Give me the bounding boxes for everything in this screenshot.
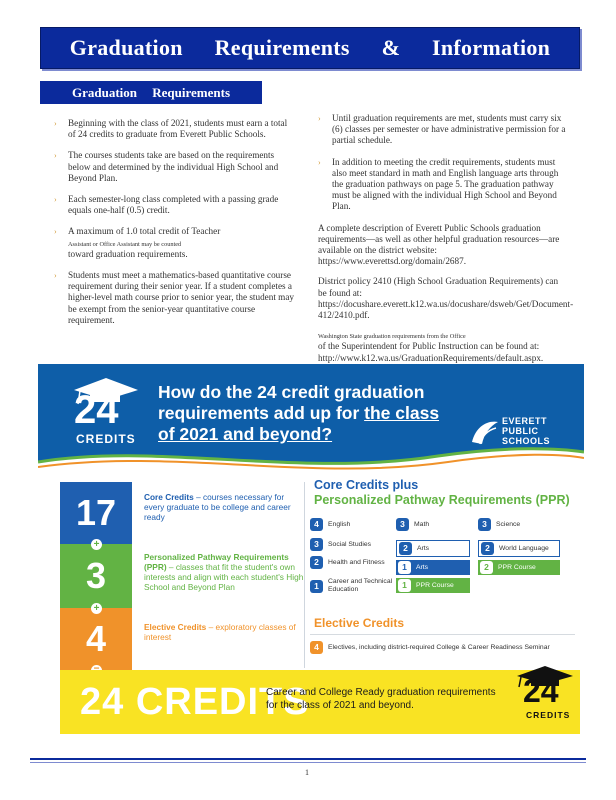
banner-title: Graduation Requirements & Information bbox=[69, 35, 551, 60]
state-paragraph bbox=[318, 330, 568, 364]
subject-label: Science bbox=[496, 520, 521, 528]
credits-logo bbox=[505, 664, 575, 732]
core-title-line: Core Credits plus bbox=[314, 478, 419, 492]
core-title bbox=[314, 478, 570, 508]
subject-cte bbox=[310, 578, 394, 594]
plus-icon: + bbox=[91, 603, 102, 614]
section-title: Graduation Requirements bbox=[71, 84, 230, 100]
core-credits-description bbox=[144, 492, 304, 522]
plus-icon: + bbox=[91, 539, 102, 550]
subject-label: Social Studies bbox=[328, 540, 372, 548]
footer-rule bbox=[30, 758, 586, 760]
subject-math bbox=[396, 518, 476, 531]
list-item bbox=[54, 150, 294, 184]
list-item bbox=[54, 194, 294, 216]
list-item bbox=[54, 270, 294, 326]
bullet-icon: › bbox=[318, 157, 321, 167]
elective-text: Electives, including district-required College & Career Readiness Seminar bbox=[328, 643, 550, 651]
subject-world-language bbox=[478, 540, 560, 557]
policy-paragraph: District policy 2410 (High School Graduation Requirements) can be found at: https://docushare.everett.k12.wa.us/docushare/dsweb/Get/Document-412/2410.pdf. bbox=[318, 276, 574, 321]
elective-divider bbox=[310, 634, 575, 635]
subject-science bbox=[478, 518, 558, 531]
elective-credits-count: 4 bbox=[60, 608, 132, 670]
credit-count-badge: 4 bbox=[310, 518, 323, 531]
bullet-icon: › bbox=[318, 114, 321, 123]
core-title-line: Personalized Pathway Requirements (PPR) bbox=[314, 493, 570, 507]
subject-label: World Language bbox=[499, 544, 549, 552]
bullet-icon: › bbox=[54, 151, 57, 161]
subject-health-fitness bbox=[310, 556, 390, 569]
list-item bbox=[54, 118, 294, 140]
district-logo bbox=[468, 416, 578, 450]
total-caption: Career and College Ready graduation requirements for the class of 2021 and beyond. bbox=[266, 687, 496, 711]
right-column bbox=[318, 113, 574, 373]
bullet-text: A maximum of 1.0 total credit of Teacher bbox=[68, 226, 221, 237]
subject-english bbox=[310, 518, 390, 531]
district-line: SCHOOLS bbox=[502, 436, 551, 446]
credit-count-badge: 3 bbox=[478, 518, 491, 531]
elective-description bbox=[144, 622, 304, 642]
everett-logo-icon bbox=[468, 416, 502, 448]
bullet-icon: › bbox=[54, 195, 57, 205]
subject-label: PPR Course bbox=[416, 581, 454, 589]
question-emphasis: the class of 2021 and beyond? bbox=[158, 403, 440, 444]
category-desc: – classes that fit the student's own interests and align with each student's High School and Beyond Plan bbox=[144, 562, 304, 592]
subject-label: Career and Technical Education bbox=[328, 578, 393, 593]
logo-label: CREDITS bbox=[76, 432, 136, 446]
bullet-text: toward graduation requirements. bbox=[68, 248, 188, 259]
district-line: PUBLIC bbox=[502, 426, 539, 436]
total-credits: 24 CREDITS bbox=[80, 681, 310, 723]
category-desc: – exploratory classes of interest bbox=[144, 622, 296, 642]
credit-count-badge: 2 bbox=[481, 542, 494, 555]
logo-number: 24 bbox=[74, 388, 119, 432]
column-divider bbox=[304, 482, 305, 668]
credit-count-badge: 3 bbox=[310, 538, 323, 551]
elective-row bbox=[310, 641, 580, 654]
subject-label: Arts bbox=[416, 563, 429, 571]
subject-social-studies bbox=[310, 538, 390, 551]
bullet-icon: › bbox=[54, 227, 57, 237]
core-credits-count: 17 bbox=[60, 482, 132, 544]
bullet-fine-print: Assistant or Office Assistant may be counted bbox=[68, 240, 182, 248]
subject-label: Health and Fitness bbox=[328, 558, 385, 566]
credit-count-badge: 1 bbox=[398, 561, 411, 574]
state-text: of the Superintendent for Public Instruction can be found at: http://www.k12.wa.us/GraduationRequirements/default.aspx. bbox=[318, 341, 544, 363]
list-item bbox=[318, 157, 568, 213]
total-credits-bar bbox=[60, 670, 580, 734]
subject-label: PPR Course bbox=[498, 563, 536, 571]
credits-infographic bbox=[38, 364, 584, 762]
section-header bbox=[40, 81, 262, 104]
bullet-icon: › bbox=[54, 271, 57, 281]
page-banner bbox=[40, 27, 580, 69]
infographic-header bbox=[38, 364, 584, 476]
elective-title: Elective Credits bbox=[314, 616, 405, 630]
bullet-text: The courses students take are based on the requirements below and determined by the individual High School and Beyond Plan. bbox=[68, 150, 279, 183]
subject-label: Math bbox=[414, 520, 430, 528]
infographic-question bbox=[158, 382, 458, 445]
bullet-text: Until graduation requirements are met, students must carry six (6) classes per semester or have administrative permission for a partial schedule. bbox=[332, 113, 566, 146]
description-paragraph: A complete description of Everett Public Schools graduation requirements—as well as other helpful graduation resources—are available on the district website: https://www.everettsd.org/domain/2687. bbox=[318, 222, 560, 267]
logo-number: 24 bbox=[523, 673, 559, 709]
ppr-description bbox=[144, 552, 304, 592]
credit-count-badge: 2 bbox=[310, 556, 323, 569]
bullet-text: Students must meet a mathematics-based quantitative course requirement during their senior year. If a student completes a higher-level math course prior to senior year, the student may be exempt from the senior-year quantitative course requirement. bbox=[68, 270, 294, 325]
category-desc: – courses necessary for every graduate to be college and career ready bbox=[144, 492, 291, 522]
category-title: Personalized Pathway Requirements (PPR) bbox=[144, 552, 289, 572]
ppr-credits-count: 3 bbox=[60, 544, 132, 608]
footer-rule bbox=[30, 762, 586, 763]
category-title: Elective Credits bbox=[144, 622, 207, 632]
bullet-icon: › bbox=[54, 119, 57, 128]
page-number: 1 bbox=[305, 768, 309, 777]
list-item bbox=[54, 226, 294, 260]
credit-count-badge: 1 bbox=[398, 579, 411, 592]
credit-count-badge: 3 bbox=[396, 518, 409, 531]
subject-arts-ppr bbox=[396, 560, 470, 575]
credits-logo bbox=[60, 376, 142, 454]
ppr-course bbox=[396, 578, 470, 593]
district-name bbox=[502, 416, 550, 446]
district-line: EVERETT bbox=[502, 416, 548, 426]
credit-count-badge: 2 bbox=[399, 542, 412, 555]
logo-label: CREDITS bbox=[526, 710, 571, 720]
bullet-text: Each semester-long class completed with a passing grade equals one-half (0.5) credit. bbox=[68, 194, 279, 216]
credit-count-badge: 1 bbox=[310, 580, 323, 593]
fine-print: Washington State graduation requirements from the Office bbox=[318, 333, 466, 341]
bullet-text: In addition to meeting the credit requirements, students must also meet standard in math and English language arts through the graduation pathways on page 5. The graduation pathway must be aligned with the individual High School and Beyond Plan. bbox=[332, 156, 559, 212]
ppr-course bbox=[478, 560, 560, 575]
left-column bbox=[54, 118, 294, 336]
category-title: Core Credits bbox=[144, 492, 194, 502]
question-text: How do the 24 credit graduation requirements add up for bbox=[158, 382, 425, 423]
list-item bbox=[318, 113, 568, 147]
subject-label: English bbox=[328, 520, 351, 528]
credit-count-badge: 2 bbox=[480, 561, 493, 574]
subject-arts-core bbox=[396, 540, 470, 557]
bullet-text: Beginning with the class of 2021, students must earn a total of 24 credits to graduate from Everett Public Schools. bbox=[68, 118, 288, 140]
credit-count-badge: 4 bbox=[310, 641, 323, 654]
subject-label: Arts bbox=[417, 544, 430, 552]
